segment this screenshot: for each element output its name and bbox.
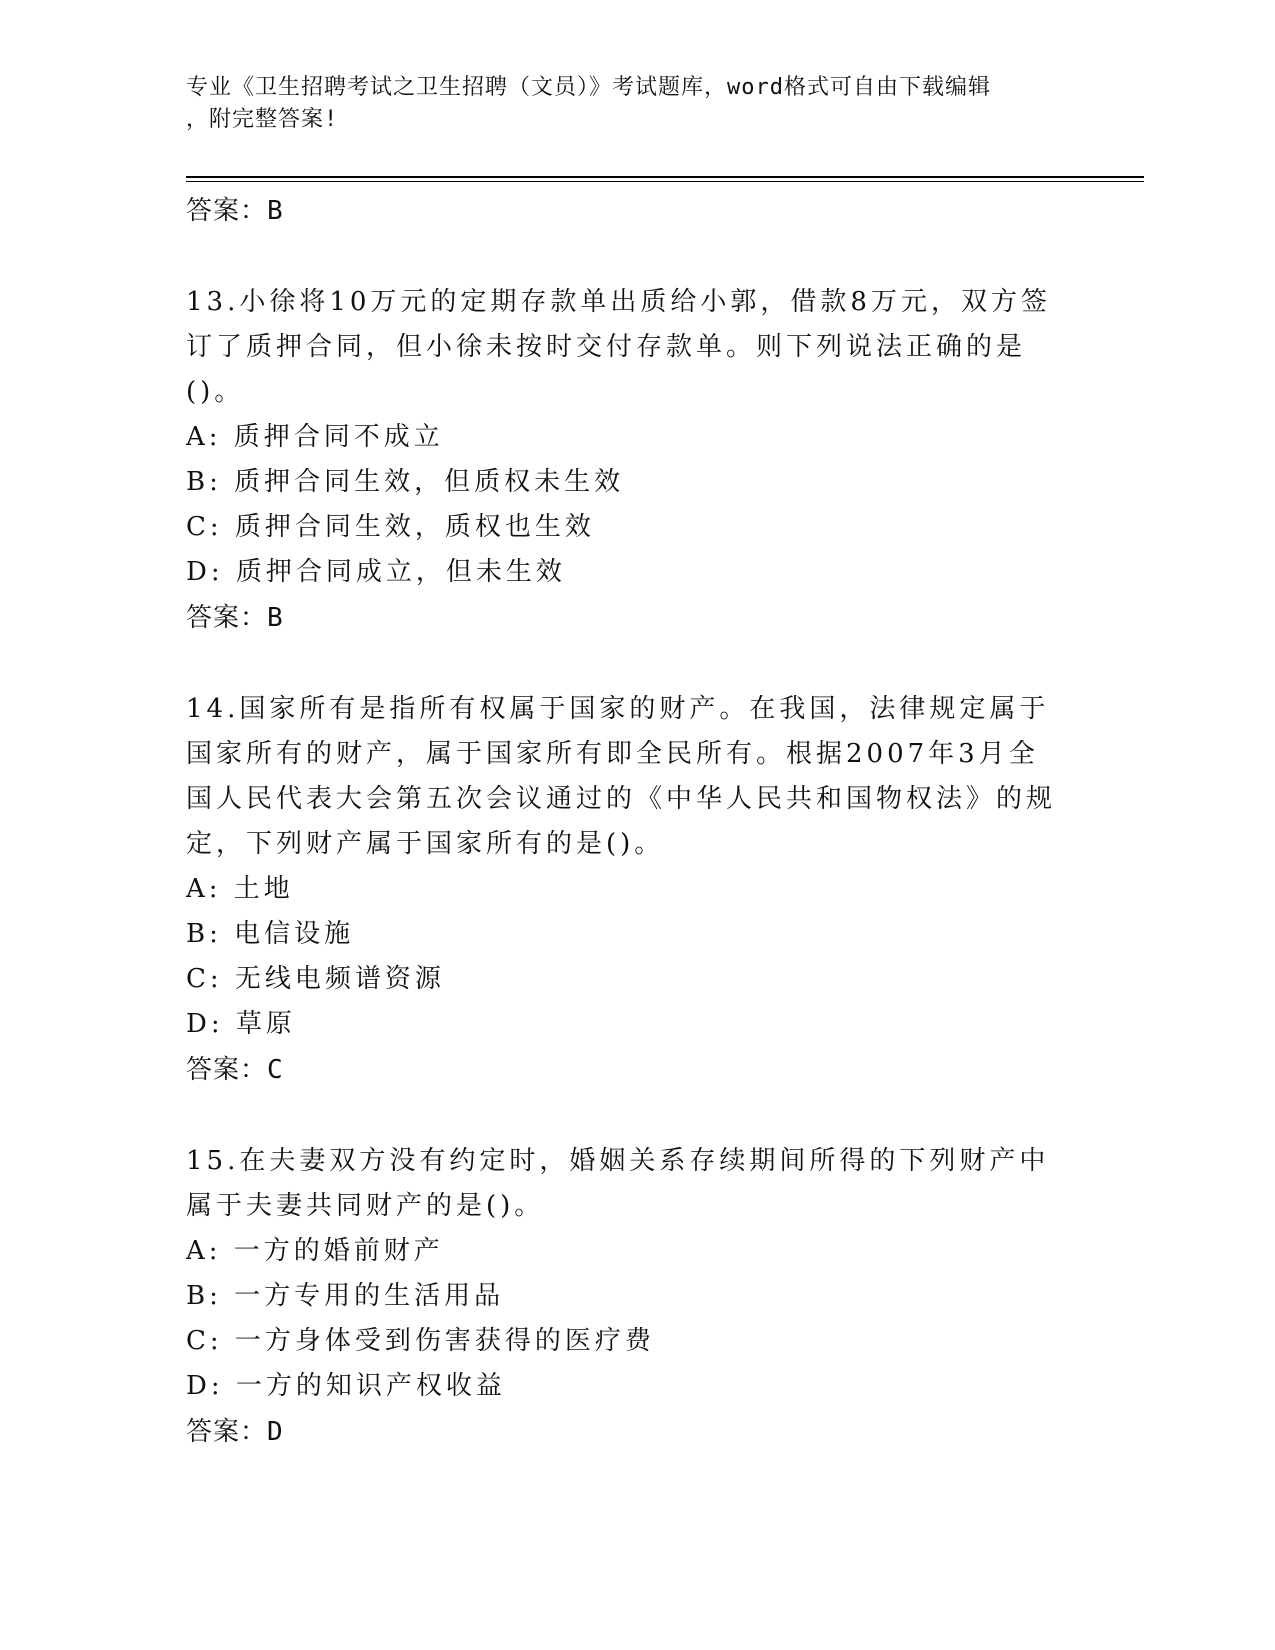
- option-d: D: 质押合同成立，但未生效: [186, 557, 566, 587]
- option-c: C: 质押合同生效，质权也生效: [186, 512, 595, 542]
- option-c: C: 一方身体受到伤害获得的医疗费: [186, 1326, 655, 1356]
- header-line-1: 专业《卫生招聘考试之卫生招聘（文员）》考试题库，word格式可自由下载编辑: [186, 75, 991, 100]
- option-d: D: 一方的知识产权收益: [186, 1371, 506, 1401]
- question-stem: 13.小徐将10万元的定期存款单出质给小郭，借款8万元，双方签订了质押合同，但小徐未按时交付存款单。则下列说法正确的是()。: [186, 287, 1051, 407]
- question-stem: 15.在夫妻双方没有约定时，婚姻关系存续期间所得的下列财产中属于夫妻共同财产的是()。: [186, 1146, 1050, 1221]
- question-13: [186, 280, 1066, 641]
- header-rule-thin: [186, 181, 1144, 182]
- answer: 答案：B: [186, 603, 284, 633]
- question-14: [186, 687, 1066, 1093]
- answer: 答案：D: [186, 1417, 284, 1447]
- header-line-2: ，附完整答案!: [186, 107, 339, 132]
- option-b: B: 一方专用的生活用品: [186, 1281, 505, 1311]
- document-header: [186, 72, 1066, 136]
- question-15: [186, 1139, 1066, 1455]
- option-d: D: 草原: [186, 1009, 296, 1039]
- option-a: A: 一方的婚前财产: [186, 1236, 444, 1266]
- option-b: B: 质押合同生效，但质权未生效: [186, 467, 625, 497]
- option-c: C: 无线电频谱资源: [186, 964, 445, 994]
- answer-previous: 答案：B: [186, 196, 284, 226]
- header-rule: [186, 176, 1144, 178]
- option-a: A: 质押合同不成立: [186, 422, 444, 452]
- option-a: A: 土地: [186, 874, 294, 904]
- option-b: B: 电信设施: [186, 919, 355, 949]
- answer: 答案：C: [186, 1055, 284, 1085]
- question-stem: 14.国家所有是指所有权属于国家的财产。在我国，法律规定属于国家所有的财产，属于国家所有即全民所有。根据2007年3月全国人民代表大会第五次会议通过的《中华人民共和国物权法》的规定，下列财产属于国家所有的是()。: [186, 694, 1057, 859]
- document-body: [186, 188, 1066, 1455]
